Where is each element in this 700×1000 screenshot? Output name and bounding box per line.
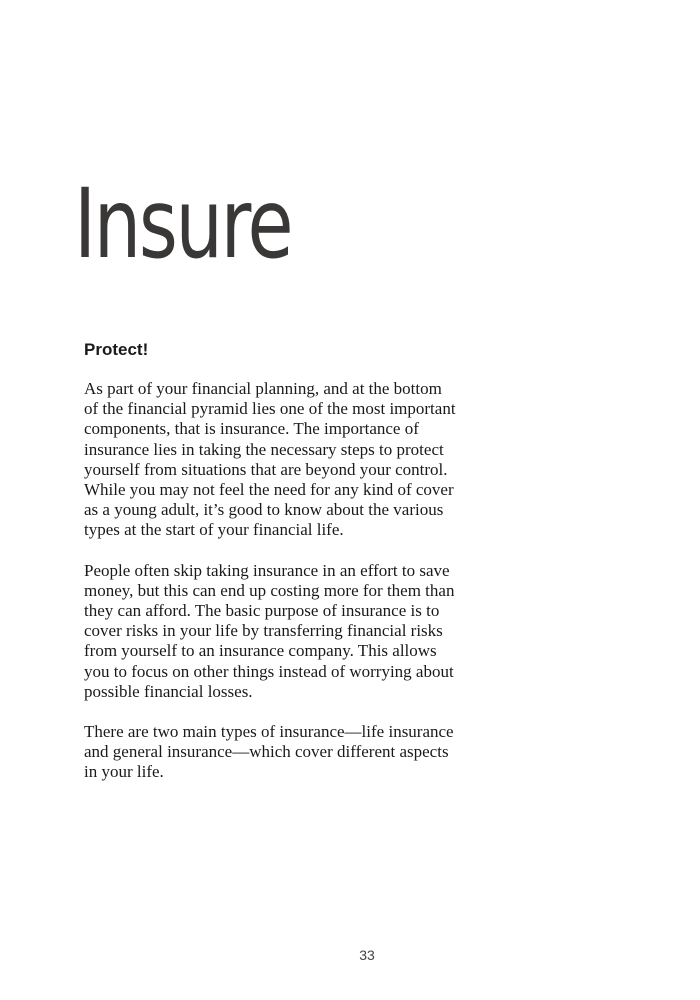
paragraph: There are two main types of insurance—life insurance and general insurance—which cover different aspects in your life. xyxy=(84,722,454,782)
page-number: 33 xyxy=(359,947,375,963)
body-text xyxy=(84,379,456,803)
section-heading: Protect! xyxy=(84,340,149,359)
chapter-title: Insure xyxy=(74,168,292,280)
paragraph: As part of your financial planning, and at the bottom of the financial pyramid lies one of the most important components, that is insurance. The importance of insurance lies in taking the necessary steps to protect yourself from situations that are beyond your control. While you may not feel the need for any kind of cover as a young adult, it’s good to know about the various types at the start of your financial life. xyxy=(84,379,456,540)
paragraph: People often skip taking insurance in an effort to save money, but this can end up costing more for them than they can afford. The basic purpose of insurance is to cover risks in your life by transferring financial risks from yourself to an insurance company. This allows you to focus on other things instead of worrying about possible financial losses. xyxy=(84,560,455,701)
